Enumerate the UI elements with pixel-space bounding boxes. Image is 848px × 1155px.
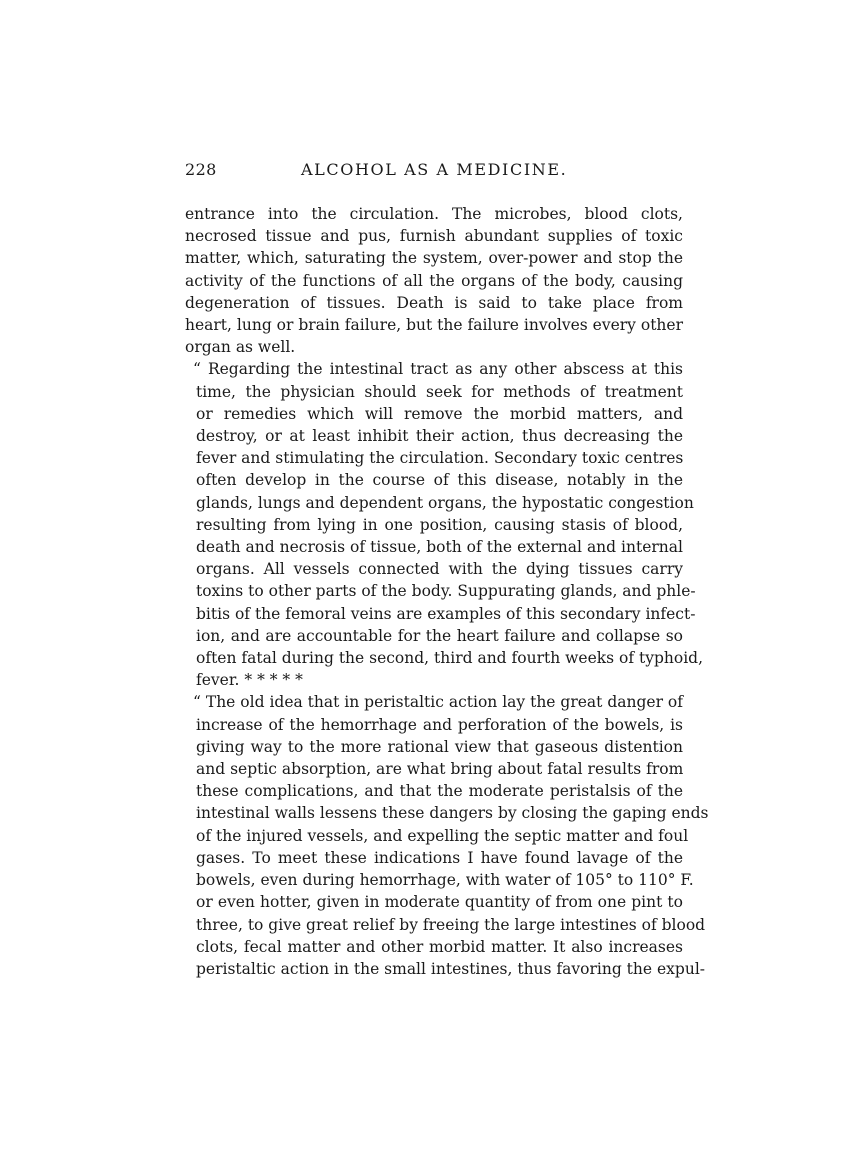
- text-line: gases. To meet these indications I have found lavage of the: [196, 848, 683, 867]
- text-line: three, to give great relief by freeing the large intestines of blood: [196, 915, 706, 934]
- text-line: glands, lungs and dependent organs, the hypostatic congestion: [196, 493, 694, 512]
- text-line: “ The old idea that in peristaltic action lay the great danger of: [193, 693, 683, 712]
- text-line: these complications, and that the moderate peristalsis of the: [196, 782, 683, 801]
- running-title: ALCOHOL AS A MEDICINE.: [301, 160, 568, 179]
- text-line: necrosed tissue and pus, furnish abundant supplies of toxic: [185, 227, 683, 246]
- paragraph-2: [185, 358, 704, 691]
- text-line: intestinal walls lessens these dangers by closing the gaping ends: [196, 804, 709, 823]
- text-line: resulting from lying in one position, causing stasis of blood,: [196, 515, 683, 534]
- text-line: fever and stimulating the circulation. Secondary toxic centres: [196, 449, 684, 468]
- text-line: of the injured vessels, and expelling the septic matter and foul: [196, 826, 689, 845]
- text-line: time, the physician should seek for methods of treatment: [196, 382, 683, 401]
- text-line: death and necrosis of tissue, both of the external and internal: [196, 538, 683, 557]
- text-line: or even hotter, given in moderate quantity of from one pint to: [196, 893, 683, 912]
- text-line: bowels, even during hemorrhage, with water of 105° to 110° F.: [196, 871, 694, 890]
- book-page: [185, 160, 709, 980]
- text-line: organs. All vessels connected with the dying tissues carry: [196, 560, 683, 579]
- running-header: [185, 160, 683, 184]
- page-number: 228: [185, 160, 217, 179]
- text-line: fever. * * * * *: [196, 671, 303, 690]
- text-line: and septic absorption, are what bring about fatal results from: [196, 760, 684, 779]
- text-line: matter, which, saturating the system, over-power and stop the: [185, 249, 683, 268]
- text-line: bitis of the femoral veins are examples of this secondary infect-: [196, 604, 696, 623]
- body-text: [185, 203, 709, 980]
- text-line: organ as well.: [185, 338, 296, 357]
- text-line: activity of the functions of all the organs of the body, causing: [185, 271, 683, 290]
- text-line: peristaltic action in the small intestines, thus favoring the expul-: [196, 959, 706, 978]
- text-line: ion, and are accountable for the heart failure and collapse so: [196, 626, 683, 645]
- text-line: clots, fecal matter and other morbid matter. It also increases: [196, 937, 683, 956]
- paragraph-3: [185, 691, 709, 980]
- text-line: increase of the hemorrhage and perforation of the bowels, is: [196, 715, 683, 734]
- text-line: often develop in the course of this disease, notably in the: [196, 471, 683, 490]
- text-line: destroy, or at least inhibit their action, thus decreasing the: [196, 427, 683, 446]
- text-line: giving way to the more rational view that gaseous distention: [196, 737, 683, 756]
- text-line: degeneration of tissues. Death is said to take place from: [185, 293, 683, 312]
- text-line: often fatal during the second, third and fourth weeks of typhoid,: [196, 649, 704, 668]
- text-line: toxins to other parts of the body. Suppurating glands, and phle-: [196, 582, 696, 601]
- text-line: or remedies which will remove the morbid matters, and: [196, 404, 683, 423]
- text-line: heart, lung or brain failure, but the failure involves every other: [185, 316, 683, 335]
- paragraph-1: [185, 203, 683, 358]
- text-line: “ Regarding the intestinal tract as any other abscess at this: [193, 360, 683, 379]
- text-line: entrance into the circulation. The microbes, blood clots,: [185, 205, 683, 223]
